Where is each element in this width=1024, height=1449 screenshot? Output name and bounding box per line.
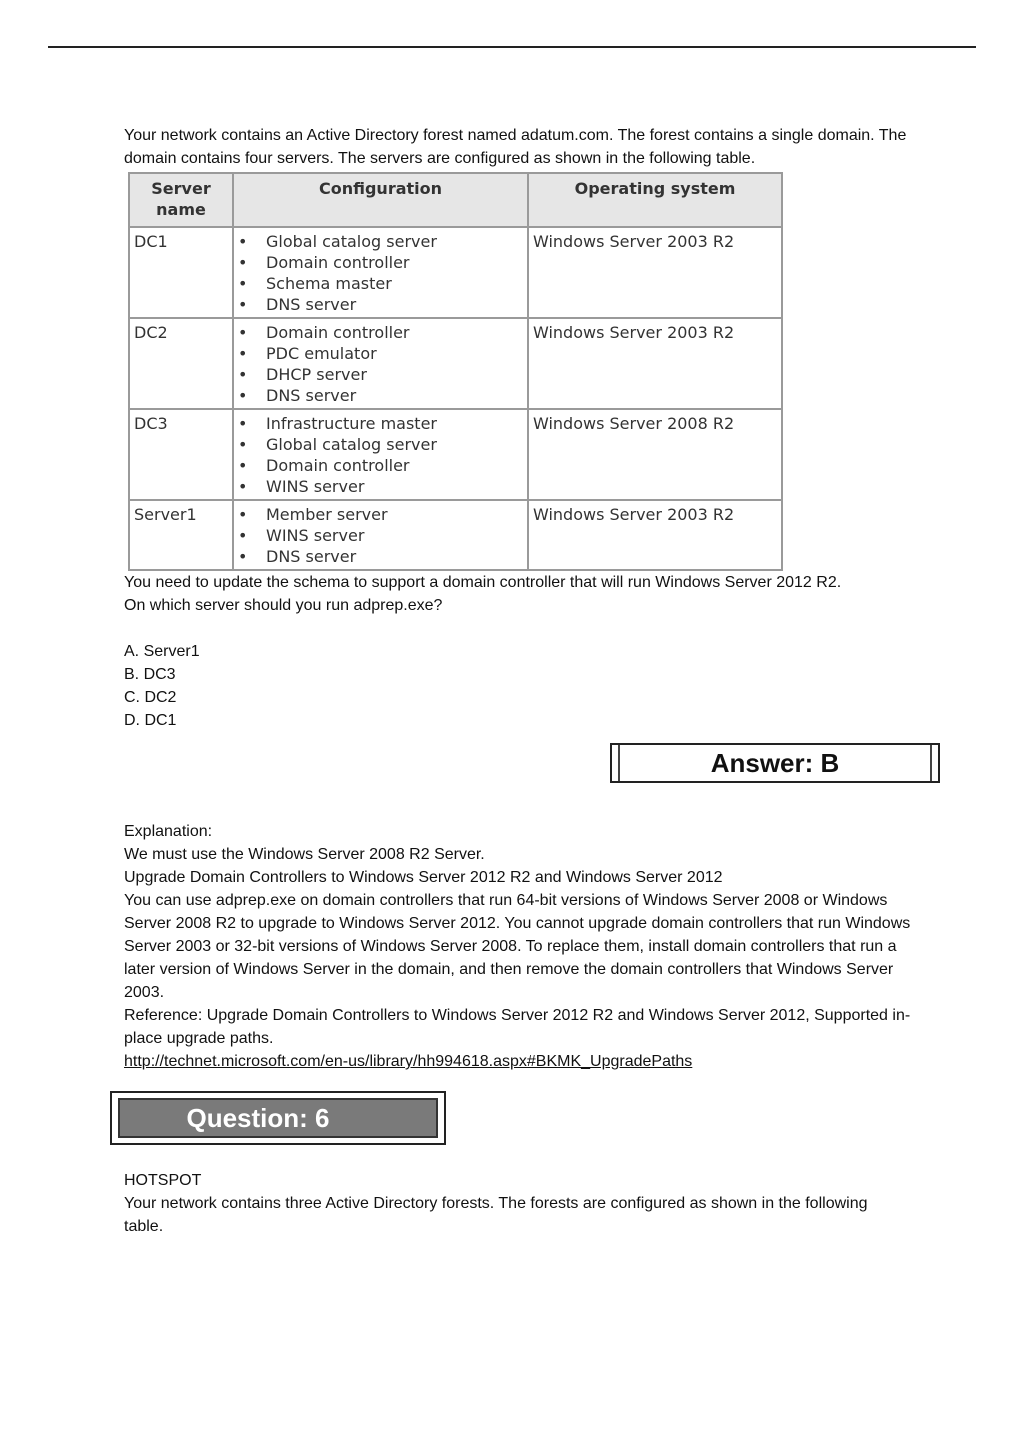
configuration-cell	[233, 318, 528, 409]
list-item: • Global catalog server	[238, 231, 523, 252]
header-rule	[48, 46, 976, 48]
header-server-name: Server name	[129, 173, 233, 227]
configuration-list	[238, 504, 523, 567]
hotspot-text: Your network contains three Active Directory forests. The forests are configured as shown in the following table.	[124, 1195, 868, 1235]
table-row	[129, 318, 782, 409]
question-line: On which server should you run adprep.exe?	[124, 597, 443, 614]
os-cell: Windows Server 2008 R2	[528, 409, 782, 500]
configuration-list	[238, 231, 523, 315]
answer-box: Answer: B	[610, 743, 940, 783]
option-b: B. DC3	[124, 666, 176, 683]
list-item: • WINS server	[238, 525, 523, 546]
list-item: • WINS server	[238, 476, 523, 497]
answer-section	[124, 732, 924, 820]
question-number-label: Question: 6	[186, 1103, 330, 1133]
table-row	[129, 409, 782, 500]
option-c: C. DC2	[124, 689, 177, 706]
configuration-list	[238, 413, 523, 497]
server-name-cell: Server1	[129, 500, 233, 570]
header-operating-system: Operating system	[528, 173, 782, 227]
answer-options	[124, 640, 924, 732]
header-configuration: Configuration	[233, 173, 528, 227]
server-name-cell: DC1	[129, 227, 233, 318]
os-cell: Windows Server 2003 R2	[528, 318, 782, 409]
list-item: • Global catalog server	[238, 434, 523, 455]
intro-text: Your network contains an Active Directory forest named adatum.com. The forest contains a single domain. The domain contains four servers. The servers are configured as shown in the following table.	[124, 127, 907, 167]
explanation-line: We must use the Windows Server 2008 R2 Server.	[124, 846, 485, 863]
list-item: • Infrastructure master	[238, 413, 523, 434]
option-a: A. Server1	[124, 643, 200, 660]
server-name-cell: DC2	[129, 318, 233, 409]
list-item: • DHCP server	[238, 364, 523, 385]
list-item: • Schema master	[238, 273, 523, 294]
table-row	[129, 227, 782, 318]
explanation-heading: Explanation:	[124, 823, 213, 840]
configuration-cell	[233, 409, 528, 500]
option-d: D. DC1	[124, 712, 177, 729]
hotspot-label: HOTSPOT	[124, 1172, 202, 1189]
table-header-row	[129, 173, 782, 227]
question-text	[124, 571, 924, 617]
configuration-cell	[233, 227, 528, 318]
configuration-list	[238, 322, 523, 406]
question-line: You need to update the schema to support a domain controller that will run Windows Server 2012 R2.	[124, 574, 842, 591]
list-item: • Domain controller	[238, 322, 523, 343]
explanation	[124, 820, 924, 1073]
table-row	[129, 500, 782, 570]
hotspot-section	[124, 1169, 904, 1238]
list-item: • DNS server	[238, 385, 523, 406]
list-item: • DNS server	[238, 294, 523, 315]
os-cell: Windows Server 2003 R2	[528, 500, 782, 570]
server-name-cell: DC3	[129, 409, 233, 500]
explanation-paragraph: You can use adprep.exe on domain controllers that run 64-bit versions of Windows Server 2008 or Windows Server 2008 R2 to upgrade to Windows Server 2012. You cannot upgrade domain controllers that run Windows Server 2003 or 32-bit versions of Windows Server 2008. To replace them, install domain controllers that run a later version of Windows Server in the domain, and then remove the domain controllers that Windows Server 2003.	[124, 892, 911, 1001]
question-number-inner	[118, 1098, 438, 1138]
server-table	[128, 172, 783, 571]
list-item: • Domain controller	[238, 455, 523, 476]
reference-link[interactable]: http://technet.microsoft.com/en-us/library/hh994618.aspx#BKMK_UpgradePaths	[124, 1053, 693, 1070]
list-item: • PDC emulator	[238, 343, 523, 364]
list-item: • DNS server	[238, 546, 523, 567]
question-number-banner	[110, 1091, 446, 1145]
list-item: • Domain controller	[238, 252, 523, 273]
explanation-line: Upgrade Domain Controllers to Windows Server 2012 R2 and Windows Server 2012	[124, 869, 723, 886]
os-cell: Windows Server 2003 R2	[528, 227, 782, 318]
configuration-cell	[233, 500, 528, 570]
reference-line: Reference: Upgrade Domain Controllers to Windows Server 2012 R2 and Windows Server 2012, Supported in-place upgrade paths.	[124, 1007, 911, 1047]
list-item: • Member server	[238, 504, 523, 525]
question-content	[124, 124, 924, 1073]
